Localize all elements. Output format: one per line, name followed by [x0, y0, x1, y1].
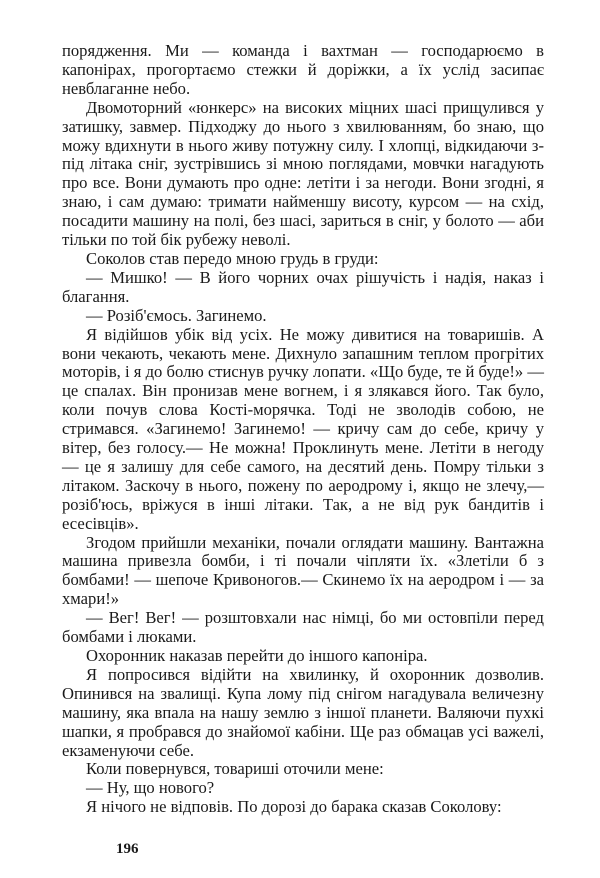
paragraph: Коли повернувся, товариші оточили мене:: [86, 759, 384, 779]
paragraph: Охоронник наказав перейти до іншого капоніра.: [86, 646, 428, 665]
paragraph: Я відійшов убік від усіх. Не можу дивитися на товаришів. А вони чекають, чекають мене. Дихнуло запашним теплом прогрітих моторів, і я до болю стиснув ручку лопати. «Що буде, те й буде!» — це спалах. Він пронизав мене вогнем, і я злякався його. Так було, коли почув слова Кості-морячка. Тоді не зволодів собою, не стримався. «Загинемо! Загинемо! — кричу сам до себе, кричу у вітер, без голосу.— Не можна! Проклинуть мене. Летіти в негоду — це я залишу для себе самого, на десятий день. Помру тільки з літаком. Заскочу в нього, пожену по аеродрому і, якщо не злечу,— розіб'юсь, вріжуся в інші літаки. Так, а не від рук бандитів і есесівців».: [62, 324, 544, 533]
paragraph: Я нічого не відповів. По дорозі до барака сказав Соколову:: [86, 797, 502, 817]
paragraph: — Мишко! — В його чорних очах рішучість і надія, наказ і благання.: [62, 267, 544, 306]
body-text: [62, 42, 544, 817]
paragraph: Я попросився відійти на хвилинку, й охоронник дозволив. Опинився на звалищі. Купа лому під снігом нагадувала величезну машину, яка впала на нашу землю з іншої планети. Валяючи пухкі шапки, я пробрався до знайомої кабіни. Ще раз обмацав усі важелі, екзаменуючи себе.: [62, 664, 544, 760]
paragraph: Соколов став передо мною грудь в груди:: [86, 248, 379, 268]
paragraph: Двомоторний «юнкерс» на високих міцних шасі прищулився у затишку, завмер. Підходжу до нього з хвилюванням, бо знаю, що можу вдихнути в нього живу потужну силу. І хлопці, відкидаючи з-під літака сніг, зустрівшись зі мною поглядами, мовчки нагадують про все. Вони думають про одне: летіти і за негоди. Вони згодні, я знаю, і сам думаю: тримати найменшу висоту, курсом — на схід, посадити машину на полі, без шасі, зариться в сніг, у болото — аби тільки по той бік рубежу неволі.: [62, 97, 544, 250]
paragraph: — Розіб'ємось. Загинемо.: [86, 305, 267, 325]
paragraph: — Вег! Вег! — розштовхали нас німці, бо ми остовпіли перед бомбами і люками.: [62, 608, 544, 647]
page-number: 196: [116, 841, 139, 857]
paragraph: — Ну, що нового?: [86, 778, 215, 798]
paragraph: порядження. Ми — команда і вахтман — господарюємо в капонірах, прогортаємо стежки й доріжки, а їх услід засипає невблаганне небо.: [62, 41, 544, 98]
paragraph: Згодом прийшли механіки, почали оглядати машину. Вантажна машина привезла бомби, і ті почали чіпляти їх. «Злетіли б з бомбами! — шепоче Кривоногов.— Скинемо їх на аеродром і — за хмари!»: [62, 532, 544, 609]
